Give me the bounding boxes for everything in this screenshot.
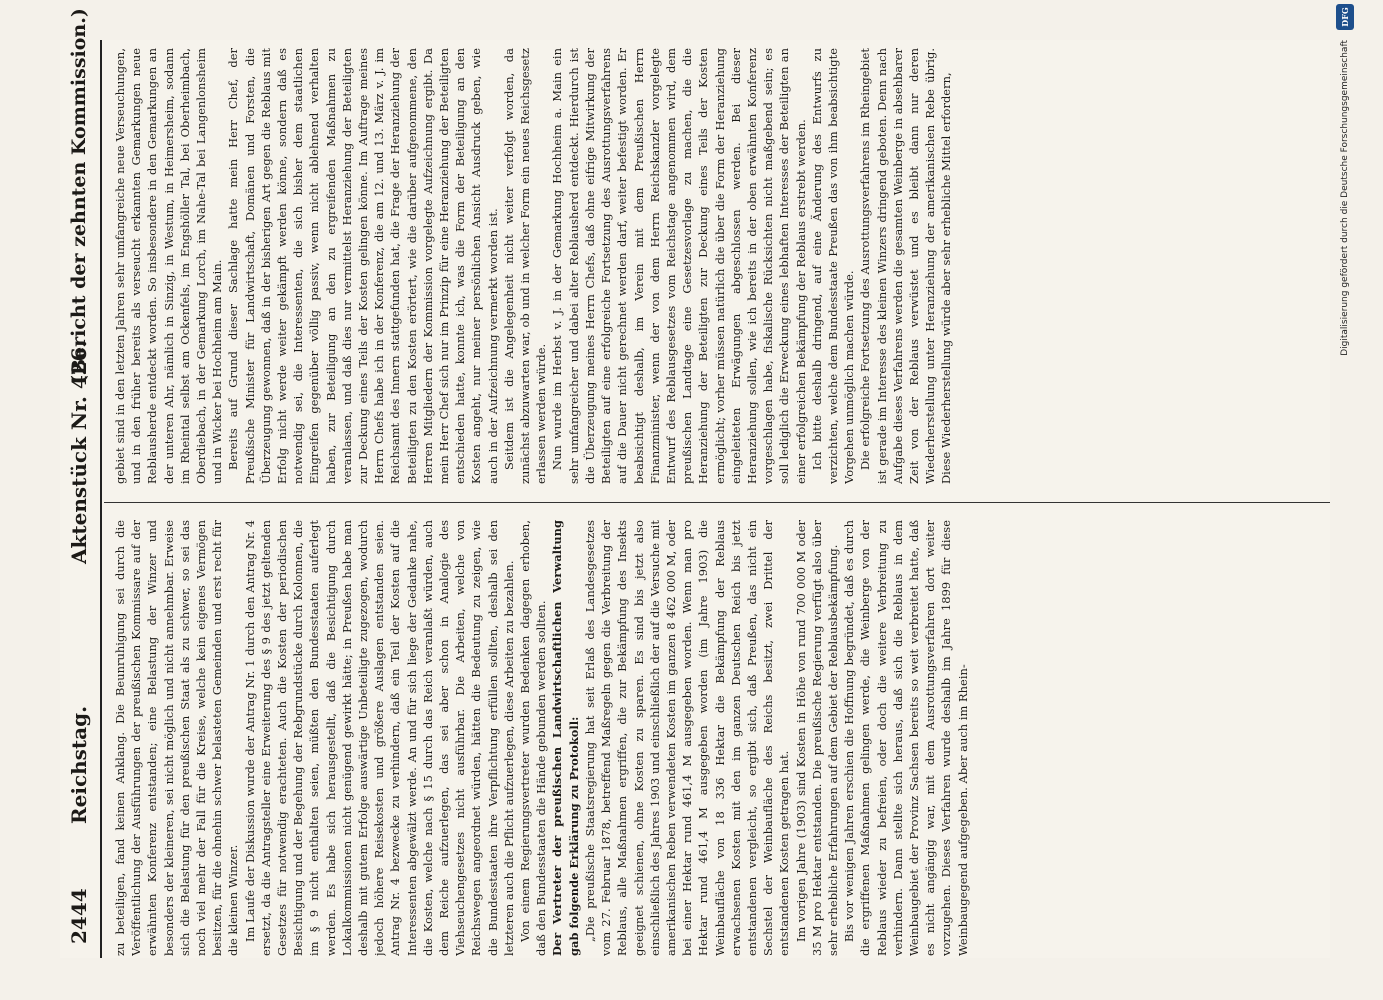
header-left-title: Reichstag. — [67, 705, 91, 824]
paragraph: Der Vertreter der preußischen Landwirtschaftlichen Verwaltung gab folgende Erklärung zu Protokoll: — [550, 520, 581, 956]
page-number: 2444 — [67, 888, 91, 944]
paragraph: Ich bitte deshalb dringend, auf eine Änderung des Entwurfs zu verzichten, welche dem Bundesstaate Preußen das von ihm beabsichtigte Vorgehen unmöglich machen würde. — [809, 48, 857, 484]
paragraph: Nun wurde im Herbst v. J. in der Gemarkung Hochheim a. Main ein sehr umfangreicher und dabei alter Reblausherd entdeckt. Hierdurch ist die Überzeugung meines Herrn Chefs, daß ohne eifrige Mitwirkung der Beteiligten auf eine erfolgreiche Fortsetzung des Ausrottungsverfahrens auf die Dauer nicht gerechnet werden darf, weiter befestigt worden. Er beabsichtigt deshalb, im Verein mit dem Preußischen Herrn Finanzminister, wenn der von dem Herrn Reichskanzler vorgelegte Entwurf des Reblausgesetzes vom Reichstage angenommen wird, dem preußischen Landtage eine Gesetzesvorlage zu machen, die die Heranziehung der Beteiligten zur Deckung eines Teils der Kosten ermöglicht; vorher müssen natürlich die über die Form der Heranziehung eingeleiteten Erwägungen abgeschlossen werden. Bei dieser Heranziehung sollen, wie ich bereits in der oben erwähnten Konferenz vorgeschlagen habe, fiskalische Rücksichten nicht maßgebend sein; es soll lediglich die Erweckung eines lebhaften Interesses der Beteiligten an einer erfolgreichen Bekämpfung der Reblaus erstrebt werden. — [550, 48, 808, 484]
paragraph: zu beteiligen, fand keinen Anklang. Die Beunruhigung sei durch die Veröffentlichung der Ausführungen der preußischen Kommissare auf der erwähnten Konferenz entstanden; eine Belastung der Winzer und besonders der kleineren, sei nicht möglich und nicht annehmbar. Erweise sich die Belastung für den preußischen Staat als zu schwer, so sei das noch viel mehr der Fall für die Kreise, welche kein eigenes Vermögen besitzen, für die ohnehin schwer belasteten Gemeinden und erst recht für die kleinen Winzer. — [113, 520, 241, 956]
paragraph: Seitdem ist die Angelegenheit nicht weiter verfolgt worden, da zunächst abzuwarten war, ob und in welcher Form ein neues Reichsgesetz erlassen werden würde. — [501, 48, 549, 484]
dfg-logo: DFG — [1336, 4, 1354, 30]
digitization-footer — [1330, 0, 1370, 1000]
paragraph: gebiet sind in den letzten Jahren sehr umfangreiche neue Verseuchungen, und in den früher bereits als verseucht erkannten Gemarkungen neue Reblausherde entdeckt worden. So insbesondere in den Gemarkungen an der unteren Ahr, nämlich in Sinzig, in Westum, in Heimersheim, sodann im Rheintal selbst am Ockenfels, im Engshöller Tal, bei Oberheimbach, Oberdiebach, in der Gemarkung Lorch, im Nahe-Tal bei Langenlonsheim und in Wicker bei Hochheim am Main. — [113, 48, 225, 484]
paragraph: Die erfolgreiche Fortsetzung des Ausrottungsverfahrens im Rheingebiet ist gerade im Interesse des kleinen Winzers dringend geboten. Denn nach Aufgabe dieses Verfahrens werden die gesamten Weinberge in absehbarer Zeit von der Reblaus verwüstet und es bleibt dann nur deren Wiederherstellung unter Heranziehung der amerikanischen Rebe übrig. Diese Wiederherstellung würde aber sehr erhebliche Mittel erfordern, — [858, 48, 954, 484]
document-page — [60, 8, 1330, 958]
digitization-credit: Digitalisierung gefördert durch die Deutsche Forschungsgemeinschaft — [1340, 40, 1350, 356]
right-text-column — [112, 48, 1330, 484]
paragraph: Bis vor wenigen Jahren erschien die Hoffnung begründet, daß es durch die ergriffenen Maßnahmen gelingen werde, die Weinberge von der Reblaus wieder zu befreien, oder doch die weitere Verbreitung zu verhindern. Dann stellte sich heraus, daß sich die Reblaus in dem Weinbaugebiet der Provinz Sachsen bereits so weit verbreitet hatte, daß es nicht angängig war, mit dem Ausrottungsverfahren dort weiter vorzugehen. Dieses Verfahren wurde deshalb im Jahre 1899 für diese Weinbaugegend aufgegeben. Aber auch im Rhein- — [842, 520, 970, 956]
paragraph: Im Laufe der Diskussion wurde der Antrag Nr. 1 durch den Antrag Nr. 4 ersetzt, da die Antragsteller eine Erweiterung des § 9 des jetzt geltenden Gesetzes für notwendig erachteten. Auch die Kosten der periodischen Besichtigung und der Begehung der Rebgrundstücke durch Kolonnen, die im § 9 nicht enthalten seien, müßten den Bundesstaaten auferlegt werden. Es habe sich herausgestellt, daß die Besichtigung durch Lokalkommissionen nicht genügend gewirkt hätte; in Preußen habe man deshalb mit gutem Erfolge auswärtige Unbeteiligte zugezogen, wodurch jedoch höhere Reisekosten und größere Auslagen entstanden seien. Antrag Nr. 4 bezwecke zu verhindern, daß ein Teil der Kosten auf die Interessenten abgewälzt werde. An und für sich liege der Gedanke nahe, die Kosten, welche nach § 15 durch das Reich veranlaßt würden, auch dem Reiche aufzuerlegen, das sei aber schon in Analogie des Viehseuchengesetzes nicht ausführbar. Die Arbeiten, welche von Reichswegen angeordnet würden, hätten die Bedeutung zu zeigen, wie die Bundesstaaten ihre Verpflichtung erfüllen sollten, deshalb sei den letzteren auch die Pflicht aufzuerlegen, diese Arbeiten zu bezahlen. — [242, 520, 516, 956]
header-document-number: Aktenstück Nr. 426. — [67, 340, 91, 564]
header-report-title: (Bericht der zehnten Kommission.) — [68, 8, 90, 384]
paragraph: Von einem Regierungsvertreter wurden Bedenken dagegen erhoben, daß den Bundesstaaten die Hände gebunden werden sollten. — [518, 520, 549, 956]
paragraph: Bereits auf Grund dieser Sachlage hatte mein Herr Chef, der Preußische Minister für Landwirtschaft, Domänen und Forsten, die Überzeugung gewonnen, daß in der bisherigen Art gegen die Reblaus mit Erfolg nicht werde weiter gekämpft werden könne, sondern daß es notwendig sei, die Interessenten, die sich bisher dem staatlichen Eingreifen gegenüber völlig passiv, wenn nicht ablehnend verhalten haben, zur Beteiligung an den zu ergreifenden Maßnahmen zu veranlassen, und daß dies nur vermittelst Heranziehung der Beteiligten zur Deckung eines Teils der Kosten gelingen könne. Im Auftrage meines Herrn Chefs habe ich in der Konferenz, die am 12. und 13. März v. J. im Reichsamt des Innern stattgefunden hat, die Frage der Heranziehung der Beteiligten zu den Kosten erörtert, wie die darüber aufgenommene, den Herren Mitgliedern der Kommission vorgelegte Aufzeichnung ergibt. Da mein Herr Chef sich nur im Prinzip für eine Heranziehung der Beteiligten entschieden hatte, konnte ich, was die Form der Beteiligung an den Kosten angeht, nur meiner persönlichen Ansicht Ausdruck geben, wie auch in der Aufzeichnung vermerkt worden ist. — [226, 48, 500, 484]
column-divider — [104, 502, 1330, 503]
left-text-column — [112, 520, 1330, 956]
header-rule — [100, 40, 102, 958]
paragraph: „Die preußische Staatsregierung hat seit Erlaß des Landesgesetzes vom 27. Februar 1878, betreffend Maßregeln gegen die Verbreitung der Reblaus, alle Maßnahmen ergriffen, die zur Bekämpfung des Insekts geeignet schienen, ohne Kosten zu sparen. Es sind bis jetzt also einschließlich des Jahres 1903 und einschließlich der auf die Versuche mit amerikanischen Reben verwendeten Kosten im ganzen 8 462 000 M, oder bei einer Hektar rund 461,4 M ausgegeben worden. Wenn man pro Hektar rund 461,4 M ausgegeben worden (im Jahre 1903) die Weinbaufläche von 18 336 Hektar die Bekämpfung der Reblaus erwachsenen Kosten mit den im ganzen Deutschen Reich bis jetzt entstandenen vergleicht, so ergibt sich, daß Preußen, das nicht ein Sechstel der Weinbaufläche des Reichs besitzt, zwei Drittel der entstandenen Kosten getragen hat. — [582, 520, 792, 956]
paragraph: Im vorigen Jahre (1903) sind Kosten in Höhe von rund 700 000 M oder 35 M pro Hektar entstanden. Die preußische Regierung verfügt also über sehr erhebliche Erfahrungen auf dem Gebiet der Reblausbekämpfung. — [793, 520, 840, 956]
page-header — [60, 8, 98, 944]
